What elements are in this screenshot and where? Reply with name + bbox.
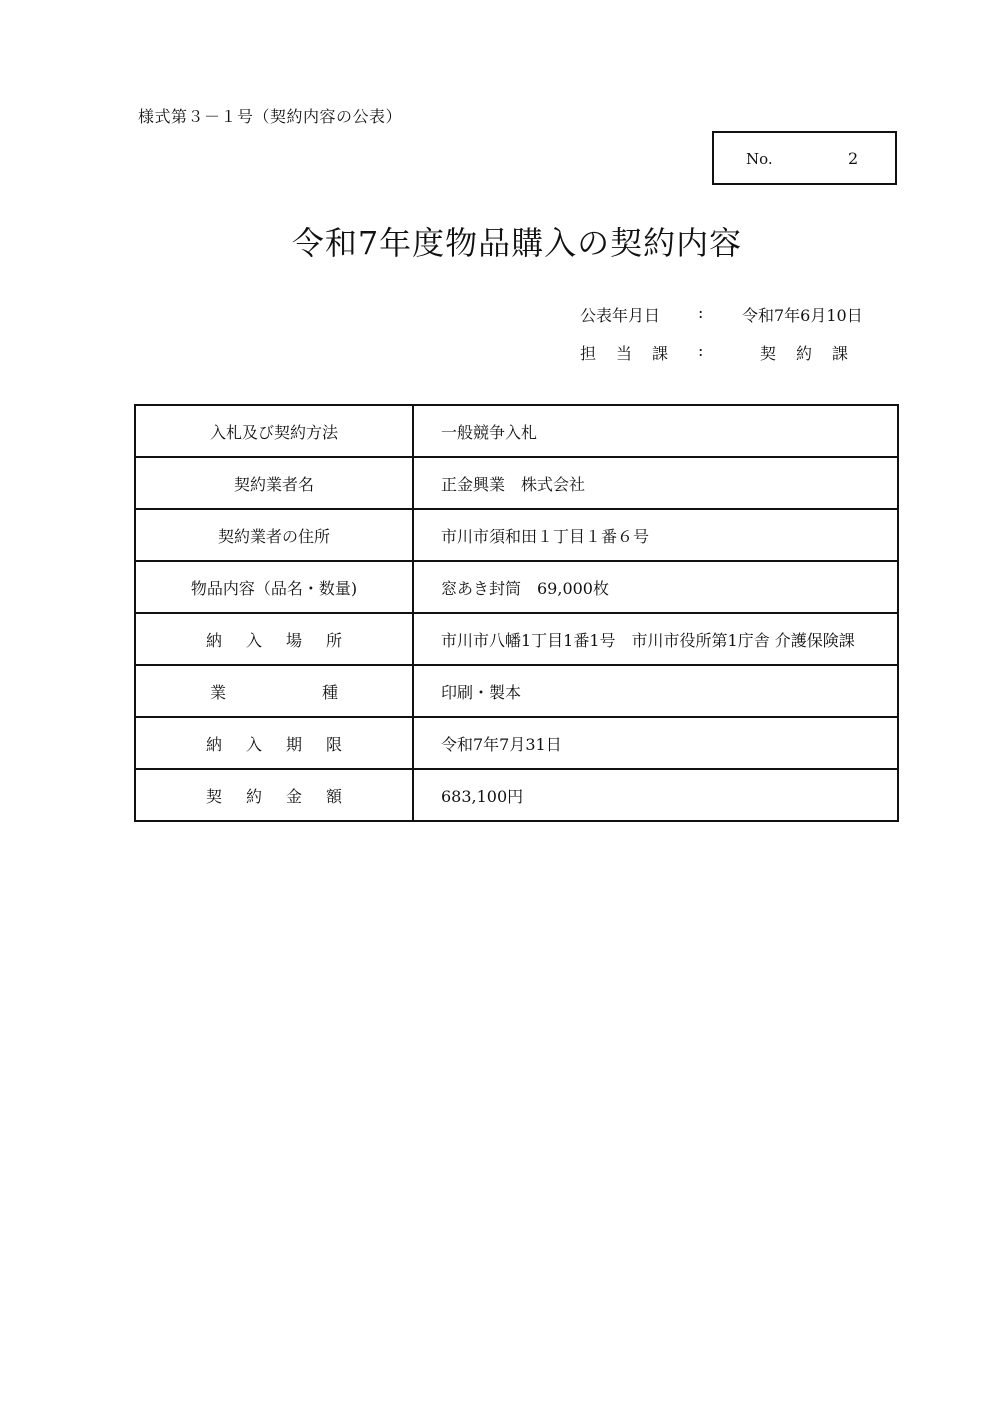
delivery-place-label: 納入場所	[135, 613, 413, 665]
table-row	[135, 665, 898, 717]
industry-label-part-2: 種	[322, 682, 339, 702]
publish-date-value: 令和7年6月10日	[742, 306, 863, 325]
number-box	[712, 131, 897, 185]
industry-value: 印刷・製本	[413, 665, 898, 717]
contractor-address-value: 市川市須和田１丁目１番６号	[413, 509, 898, 561]
contract-amount-label: 契約金額	[135, 769, 413, 821]
department-colon: :	[698, 341, 704, 360]
industry-label	[135, 665, 413, 717]
publish-date-colon: :	[698, 303, 704, 322]
table-row	[135, 613, 898, 665]
department-value: 契約課	[760, 344, 869, 363]
item-content-label: 物品内容（品名・数量)	[135, 561, 413, 613]
delivery-place-value: 市川市八幡1丁目1番1号 市川市役所第1庁舎 介護保険課	[413, 613, 898, 665]
table-row	[135, 509, 898, 561]
number-value: 2	[848, 149, 859, 168]
contractor-name-value: 正金興業 株式会社	[413, 457, 898, 509]
table-row	[135, 405, 898, 457]
contractor-name-label: 契約業者名	[135, 457, 413, 509]
table-row	[135, 769, 898, 821]
delivery-deadline-label: 納入期限	[135, 717, 413, 769]
page-title: 令和7年度物品購入の契約内容	[291, 224, 743, 262]
table-row	[135, 717, 898, 769]
table-row	[135, 457, 898, 509]
delivery-deadline-value: 令和7年7月31日	[413, 717, 898, 769]
industry-label-part-1: 業	[209, 682, 226, 702]
contract-amount-value: 683,100円	[413, 769, 898, 821]
contractor-address-label: 契約業者の住所	[135, 509, 413, 561]
bid-method-value: 一般競争入札	[413, 405, 898, 457]
bid-method-label: 入札及び契約方法	[135, 405, 413, 457]
table-row	[135, 561, 898, 613]
contract-table	[134, 404, 899, 822]
form-number: 様式第３－１号（契約内容の公表）	[138, 107, 403, 126]
department-label: 担当課	[580, 344, 689, 363]
publish-date-label: 公表年月日	[580, 306, 661, 325]
number-label: No.	[746, 150, 773, 168]
item-content-value: 窓あき封筒 69,000枚	[413, 561, 898, 613]
